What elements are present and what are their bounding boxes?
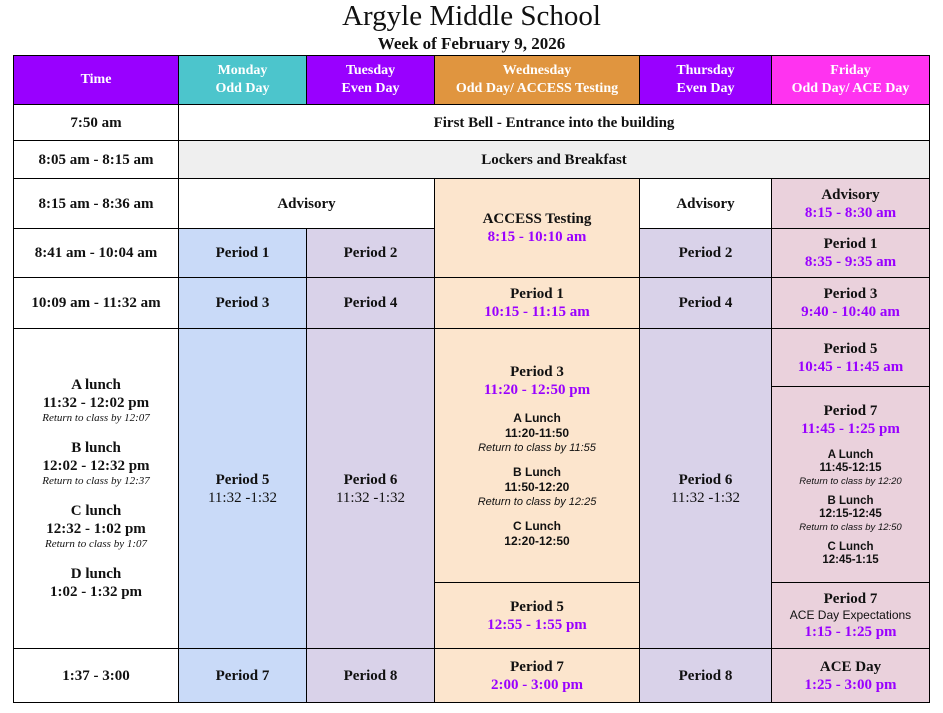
period-time: 11:32 -1:32 — [207, 489, 278, 506]
friday-period-5 — [771, 328, 930, 387]
header-time — [13, 55, 179, 105]
page-title: Argyle Middle School — [342, 0, 601, 32]
period-time: 8:15 - 10:10 am — [487, 229, 587, 245]
lunch-name: A Lunch — [827, 449, 874, 461]
period-time: 2:00 - 3:00 pm — [490, 676, 584, 693]
lunch-name: C Lunch — [513, 518, 561, 533]
header-monday — [178, 55, 307, 105]
monday-period-5 — [178, 328, 307, 649]
friday-advisory — [771, 178, 930, 229]
period-time: 10:15 - 11:15 am — [484, 304, 590, 320]
period-label: Period 5 — [215, 471, 270, 488]
period-label: Period 7 — [510, 658, 564, 675]
page-subtitle: Week of February 9, 2026 — [377, 34, 566, 53]
period-label: Period 6 — [343, 471, 398, 488]
header-day: Monday — [217, 63, 268, 78]
lunch-name: B Lunch — [827, 495, 874, 507]
wednesday-period-3 — [434, 328, 640, 583]
header-day: Wednesday — [502, 63, 572, 78]
period-label: Period 1 — [510, 286, 564, 302]
friday-period-1 — [771, 228, 930, 278]
lunch-return: Return to class by 12:37 — [42, 475, 150, 487]
header-day: Friday — [830, 63, 871, 78]
period-label: Period 3 — [510, 363, 564, 380]
lunch-time: 11:45-12:15 — [819, 462, 882, 474]
lunch-return: Return to class by 12:25 — [477, 495, 597, 508]
thursday-period-2: Period 2 — [639, 228, 772, 278]
period-time: 8:35 - 9:35 am — [804, 254, 897, 270]
period-label: Period 3 — [823, 286, 878, 302]
period-time: 8:15 - 8:30 am — [804, 204, 897, 221]
period-label: Period 5 — [823, 340, 878, 357]
lunch-time: 12:02 - 12:32 pm — [42, 458, 150, 474]
time-cell: 7:50 am — [13, 104, 179, 141]
period-label: Period 5 — [510, 598, 564, 615]
period-time: 9:40 - 10:40 am — [801, 304, 900, 320]
friday-period-7-lunch — [771, 386, 930, 583]
monday-period-3: Period 3 — [178, 277, 307, 329]
header-thursday — [639, 55, 772, 105]
period-time: 12:55 - 1:55 pm — [487, 616, 587, 633]
wednesday-period-5 — [434, 582, 640, 649]
period-label: ACE Day — [819, 658, 882, 675]
lunch-name: C lunch — [70, 503, 122, 519]
header-day-type: Odd Day — [215, 81, 270, 96]
header-label: Time — [80, 72, 112, 87]
thursday-advisory: Advisory — [639, 178, 772, 229]
lunch-name: C Lunch — [827, 541, 874, 553]
header-friday — [771, 55, 930, 105]
friday-period-7-ace — [771, 582, 930, 649]
time-cell: 8:05 am - 8:15 am — [13, 140, 179, 179]
header-tuesday — [306, 55, 435, 105]
lunch-return: Return to class by 12:50 — [799, 522, 902, 533]
friday-ace-day — [771, 648, 930, 703]
header-wednesday — [434, 55, 640, 105]
lunch-times-cell — [13, 328, 179, 649]
lunch-time: 1:02 - 1:32 pm — [49, 584, 143, 600]
time-cell: 8:15 am - 8:36 am — [13, 178, 179, 229]
monday-period-1: Period 1 — [178, 228, 307, 278]
period-label: Advisory — [821, 186, 880, 203]
period-time: 10:45 - 11:45 am — [797, 358, 904, 375]
lunch-return: Return to class by 11:55 — [478, 441, 596, 454]
time-cell: 1:37 - 3:00 — [13, 648, 179, 703]
lunch-time: 11:50-12:20 — [504, 479, 570, 494]
lunch-return: Return to class by 12:20 — [799, 476, 902, 487]
period-label: ACCESS Testing — [482, 211, 592, 227]
header-day: Tuesday — [345, 63, 396, 78]
lunch-name: A lunch — [71, 377, 121, 393]
lunch-name: A Lunch — [513, 410, 561, 425]
thursday-period-4: Period 4 — [639, 277, 772, 329]
lunch-time: 12:45-1:15 — [822, 554, 879, 566]
tuesday-period-8: Period 8 — [306, 648, 435, 703]
wednesday-period-7 — [434, 648, 640, 703]
period-time: 11:45 - 1:25 pm — [801, 421, 900, 437]
first-bell-row: First Bell - Entrance into the building — [178, 104, 930, 141]
lunch-time: 12:20-12:50 — [504, 533, 570, 548]
lunch-return: Return to class by 1:07 — [44, 538, 148, 550]
lunch-name: B Lunch — [513, 464, 561, 479]
period-label: Period 7 — [823, 591, 878, 607]
lunch-time: 12:32 - 1:02 pm — [46, 521, 146, 537]
wednesday-period-1 — [434, 277, 640, 329]
period-time: 1:25 - 3:00 pm — [804, 676, 897, 693]
header-day-type: Even Day — [341, 81, 400, 96]
lunch-return: Return to class by 12:07 — [42, 412, 150, 424]
monday-period-7: Period 7 — [178, 648, 307, 703]
period-note: ACE Day Expectations — [789, 608, 912, 622]
advisory-mon-tue: Advisory — [178, 178, 435, 229]
lunch-name: B lunch — [71, 440, 121, 456]
period-time: 11:32 -1:32 — [670, 489, 741, 506]
period-time: 1:15 - 1:25 pm — [804, 624, 897, 640]
thursday-period-8: Period 8 — [639, 648, 772, 703]
wednesday-access-testing — [434, 178, 640, 278]
header-day: Thursday — [676, 63, 735, 78]
period-time: 11:32 -1:32 — [335, 489, 406, 506]
friday-period-3 — [771, 277, 930, 329]
tuesday-period-2: Period 2 — [306, 228, 435, 278]
lockers-row: Lockers and Breakfast — [178, 140, 930, 179]
header-day-type: Even Day — [676, 81, 735, 96]
header-day-type: Odd Day/ ACE Day — [791, 81, 910, 96]
period-time: 11:20 - 12:50 pm — [483, 381, 591, 398]
period-label: Period 7 — [823, 403, 878, 419]
header-day-type: Odd Day/ ACCESS Testing — [455, 81, 619, 96]
lunch-name: D lunch — [70, 566, 122, 582]
lunch-time: 11:32 - 12:02 pm — [42, 395, 150, 411]
time-cell: 8:41 am - 10:04 am — [13, 228, 179, 278]
lunch-time: 11:20-11:50 — [504, 425, 570, 440]
time-cell: 10:09 am - 11:32 am — [13, 277, 179, 329]
tuesday-period-6 — [306, 328, 435, 649]
lunch-time: 12:15-12:45 — [819, 508, 882, 520]
tuesday-period-4: Period 4 — [306, 277, 435, 329]
thursday-period-6 — [639, 328, 772, 649]
period-label: Period 1 — [823, 236, 878, 252]
period-label: Period 6 — [678, 471, 733, 488]
